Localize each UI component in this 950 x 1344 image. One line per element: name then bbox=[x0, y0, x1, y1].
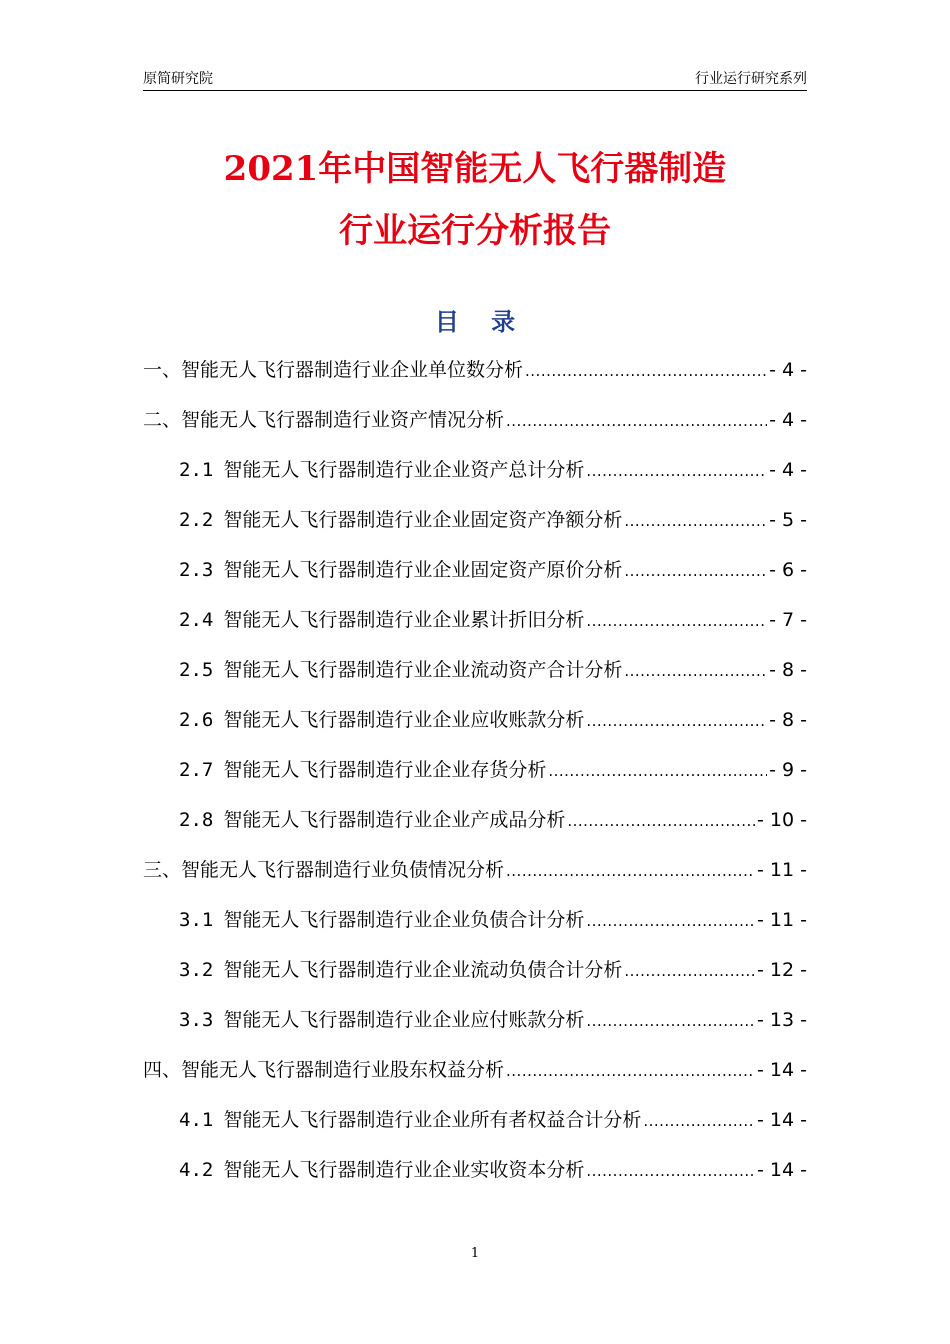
toc-dot-leader bbox=[548, 745, 767, 796]
toc-entry-label: 智能无人飞行器制造行业企业资产总计分析 bbox=[223, 459, 585, 481]
report-title bbox=[0, 138, 950, 262]
toc-dot-leader bbox=[506, 395, 767, 446]
table-of-contents bbox=[143, 345, 807, 1195]
toc-entry[interactable] bbox=[143, 995, 807, 1045]
toc-entry-page: - 4 - bbox=[769, 409, 807, 431]
toc-entry-label: 智能无人飞行器制造行业企业固定资产净额分析 bbox=[223, 509, 623, 531]
toc-entry-number: 3.2 bbox=[179, 959, 214, 981]
toc-dot-leader bbox=[624, 645, 767, 696]
toc-heading: 目 录 bbox=[434, 308, 528, 336]
toc-entry-number: 2.8 bbox=[179, 809, 214, 831]
toc-dot-leader bbox=[525, 345, 767, 396]
toc-entry-page: - 4 - bbox=[769, 459, 807, 481]
toc-entry-number: 2.3 bbox=[179, 559, 214, 581]
toc-entry-label: 智能无人飞行器制造行业企业产成品分析 bbox=[223, 809, 566, 831]
toc-entry-page: - 8 - bbox=[769, 709, 807, 731]
toc-dot-leader bbox=[586, 995, 755, 1046]
toc-entry-page: - 14 - bbox=[757, 1159, 807, 1181]
toc-entry-number: 3.3 bbox=[179, 1009, 214, 1031]
toc-entry-label: 智能无人飞行器制造行业企业应付账款分析 bbox=[223, 1009, 585, 1031]
toc-entry-number: 4.1 bbox=[179, 1109, 214, 1131]
toc-dot-leader bbox=[624, 545, 767, 596]
toc-dot-leader bbox=[643, 1095, 755, 1146]
report-title-line-1: 2021年中国智能无人飞行器制造 bbox=[223, 149, 727, 189]
toc-entry-number: 4.2 bbox=[179, 1159, 214, 1181]
toc-entry-number: 2.2 bbox=[179, 509, 214, 531]
toc-entry-page: - 12 - bbox=[757, 959, 807, 981]
toc-entry-label: 四、智能无人飞行器制造行业股东权益分析 bbox=[143, 1059, 505, 1081]
toc-entry-number: 3.1 bbox=[179, 909, 214, 931]
toc-entry[interactable] bbox=[143, 795, 807, 845]
toc-entry-label: 智能无人飞行器制造行业企业负债合计分析 bbox=[223, 909, 585, 931]
toc-entry-page: - 13 - bbox=[757, 1009, 807, 1031]
toc-entry[interactable] bbox=[143, 445, 807, 495]
toc-entry-number: 2.4 bbox=[179, 609, 214, 631]
toc-entry[interactable] bbox=[143, 1145, 807, 1195]
toc-dot-leader bbox=[586, 445, 767, 496]
toc-entry-label: 二、智能无人飞行器制造行业资产情况分析 bbox=[143, 409, 505, 431]
toc-dot-leader bbox=[506, 1045, 755, 1096]
toc-entry-label: 三、智能无人飞行器制造行业负债情况分析 bbox=[143, 859, 505, 881]
toc-entry-page: - 14 - bbox=[757, 1059, 807, 1081]
toc-entry[interactable] bbox=[143, 1095, 807, 1145]
toc-entry[interactable] bbox=[143, 495, 807, 545]
toc-entry-page: - 11 - bbox=[757, 859, 807, 881]
toc-entry[interactable] bbox=[143, 395, 807, 445]
page-header bbox=[143, 64, 807, 91]
toc-entry-label: 智能无人飞行器制造行业企业应收账款分析 bbox=[223, 709, 585, 731]
toc-entry[interactable] bbox=[143, 645, 807, 695]
header-series: 行业运行研究系列 bbox=[695, 71, 807, 87]
toc-entry-page: - 6 - bbox=[769, 559, 807, 581]
toc-dot-leader bbox=[506, 845, 755, 896]
toc-entry-label: 智能无人飞行器制造行业企业所有者权益合计分析 bbox=[223, 1109, 642, 1131]
page-number: 1 bbox=[470, 1246, 480, 1261]
toc-entry[interactable] bbox=[143, 345, 807, 395]
toc-entry[interactable] bbox=[143, 695, 807, 745]
toc-entry-label: 智能无人飞行器制造行业企业存货分析 bbox=[223, 759, 547, 781]
toc-dot-leader bbox=[567, 795, 755, 846]
toc-entry-number: 2.1 bbox=[179, 459, 214, 481]
toc-dot-leader bbox=[586, 695, 767, 746]
toc-entry-label: 智能无人飞行器制造行业企业累计折旧分析 bbox=[223, 609, 585, 631]
toc-entry-page: - 5 - bbox=[769, 509, 807, 531]
toc-entry[interactable] bbox=[143, 1045, 807, 1095]
toc-entry-number: 2.5 bbox=[179, 659, 214, 681]
toc-entry-page: - 11 - bbox=[757, 909, 807, 931]
toc-entry-page: - 14 - bbox=[757, 1109, 807, 1131]
toc-dot-leader bbox=[624, 495, 767, 546]
header-publisher: 原简研究院 bbox=[143, 71, 213, 87]
toc-entry[interactable] bbox=[143, 845, 807, 895]
toc-entry[interactable] bbox=[143, 745, 807, 795]
toc-dot-leader bbox=[586, 595, 767, 646]
toc-entry-label: 智能无人飞行器制造行业企业实收资本分析 bbox=[223, 1159, 585, 1181]
toc-entry[interactable] bbox=[143, 895, 807, 945]
toc-entry-label: 智能无人飞行器制造行业企业流动负债合计分析 bbox=[223, 959, 623, 981]
toc-entry-page: - 10 - bbox=[757, 809, 807, 831]
toc-entry-number: 2.6 bbox=[179, 709, 214, 731]
toc-entry[interactable] bbox=[143, 545, 807, 595]
toc-dot-leader bbox=[586, 895, 755, 946]
toc-entry-number: 2.7 bbox=[179, 759, 214, 781]
toc-entry-label: 一、智能无人飞行器制造行业企业单位数分析 bbox=[143, 359, 524, 381]
toc-entry[interactable] bbox=[143, 595, 807, 645]
toc-entry-page: - 7 - bbox=[769, 609, 807, 631]
toc-dot-leader bbox=[624, 945, 755, 996]
report-title-line-2: 行业运行分析报告 bbox=[339, 211, 611, 251]
toc-entry-page: - 9 - bbox=[769, 759, 807, 781]
toc-entry-label: 智能无人飞行器制造行业企业流动资产合计分析 bbox=[223, 659, 623, 681]
toc-entry-page: - 8 - bbox=[769, 659, 807, 681]
toc-entry-label: 智能无人飞行器制造行业企业固定资产原价分析 bbox=[223, 559, 623, 581]
toc-entry-page: - 4 - bbox=[769, 359, 807, 381]
toc-dot-leader bbox=[586, 1145, 755, 1196]
toc-entry[interactable] bbox=[143, 945, 807, 995]
